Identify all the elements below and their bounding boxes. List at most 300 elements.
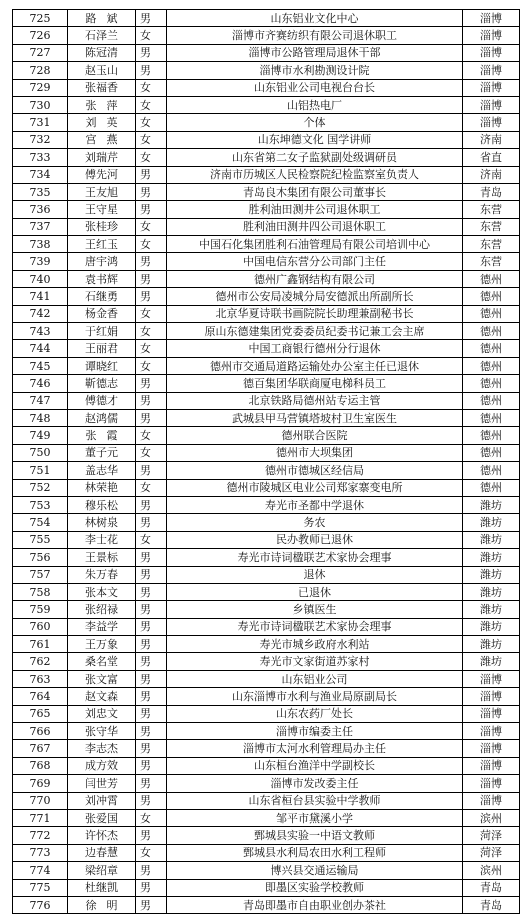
member-name: 刘忠文 <box>68 705 136 722</box>
table-row <box>13 357 520 374</box>
member-gender: 男 <box>136 740 167 757</box>
member-employer: 北京铁路局德州站专运主管 <box>167 392 463 409</box>
member-gender: 男 <box>136 409 167 426</box>
row-number: 768 <box>13 757 68 774</box>
member-name: 张萍 <box>68 96 136 113</box>
member-city: 潍坊 <box>463 653 520 670</box>
row-number: 761 <box>13 636 68 653</box>
row-number: 727 <box>13 44 68 61</box>
member-name: 杨金香 <box>68 305 136 322</box>
table-row <box>13 149 520 166</box>
member-name: 石继勇 <box>68 288 136 305</box>
member-employer: 退休 <box>167 566 463 583</box>
table-row <box>13 427 520 444</box>
member-employer: 个体 <box>167 114 463 131</box>
member-name: 张爱国 <box>68 809 136 826</box>
member-employer: 寿光市诗词楹联艺术家协会理事 <box>167 549 463 566</box>
member-name: 李志杰 <box>68 740 136 757</box>
table-row <box>13 775 520 792</box>
row-number: 762 <box>13 653 68 670</box>
member-employer: 济南市历城区人民检察院纪检监察室负责人 <box>167 166 463 183</box>
row-number: 767 <box>13 740 68 757</box>
row-number: 773 <box>13 844 68 861</box>
member-employer: 已退休 <box>167 583 463 600</box>
member-employer: 德州联合医院 <box>167 427 463 444</box>
row-number: 757 <box>13 566 68 583</box>
table-row <box>13 236 520 253</box>
table-row <box>13 862 520 879</box>
member-name: 张桂珍 <box>68 218 136 235</box>
member-employer: 中国石化集团胜利石油管理局有限公司培训中心 <box>167 236 463 253</box>
table-row <box>13 479 520 496</box>
member-gender: 女 <box>136 427 167 444</box>
member-employer: 德百集团华联商厦电梯科员工 <box>167 375 463 392</box>
member-gender: 女 <box>136 96 167 113</box>
table-row <box>13 879 520 896</box>
member-city: 淄博 <box>463 62 520 79</box>
member-name: 张守华 <box>68 723 136 740</box>
table-row <box>13 131 520 148</box>
member-employer: 邹平市黛溪小学 <box>167 809 463 826</box>
row-number: 737 <box>13 218 68 235</box>
member-gender: 男 <box>136 705 167 722</box>
member-name: 傅德才 <box>68 392 136 409</box>
row-number: 728 <box>13 62 68 79</box>
member-city: 德州 <box>463 305 520 322</box>
member-employer: 中国工商银行德州分行退休 <box>167 340 463 357</box>
member-employer: 胜利油田测井公司退休职工 <box>167 201 463 218</box>
member-gender: 女 <box>136 479 167 496</box>
row-number: 732 <box>13 131 68 148</box>
member-gender: 男 <box>136 201 167 218</box>
row-number: 747 <box>13 392 68 409</box>
table-row <box>13 462 520 479</box>
member-city: 德州 <box>463 479 520 496</box>
member-employer: 武城县甲马营镇塔坡村卫生室医生 <box>167 409 463 426</box>
member-gender: 男 <box>136 896 167 913</box>
table-row <box>13 62 520 79</box>
table-row <box>13 323 520 340</box>
row-number: 730 <box>13 96 68 113</box>
member-name: 张本文 <box>68 583 136 600</box>
table-row <box>13 496 520 513</box>
row-number: 752 <box>13 479 68 496</box>
member-name: 陈冠清 <box>68 44 136 61</box>
member-gender: 女 <box>136 323 167 340</box>
table-row <box>13 723 520 740</box>
member-gender: 男 <box>136 879 167 896</box>
member-city: 淄博 <box>463 114 520 131</box>
table-row <box>13 27 520 44</box>
table-row <box>13 670 520 687</box>
member-city: 菏泽 <box>463 844 520 861</box>
table-row <box>13 409 520 426</box>
row-number: 772 <box>13 827 68 844</box>
member-city: 德州 <box>463 409 520 426</box>
table-row <box>13 444 520 461</box>
table-row <box>13 705 520 722</box>
member-city: 东营 <box>463 218 520 235</box>
member-name: 闫世芳 <box>68 775 136 792</box>
table-row <box>13 636 520 653</box>
table-row <box>13 566 520 583</box>
member-name: 于红娟 <box>68 323 136 340</box>
row-number: 744 <box>13 340 68 357</box>
member-gender: 男 <box>136 392 167 409</box>
row-number: 736 <box>13 201 68 218</box>
member-city: 淄博 <box>463 723 520 740</box>
row-number: 725 <box>13 10 68 27</box>
member-employer: 德州市公安局凌城分局安德派出所副所长 <box>167 288 463 305</box>
member-city: 东营 <box>463 236 520 253</box>
table-row <box>13 844 520 861</box>
row-number: 753 <box>13 496 68 513</box>
member-gender: 男 <box>136 688 167 705</box>
row-number: 758 <box>13 583 68 600</box>
member-employer: 即墨区实验学校教师 <box>167 879 463 896</box>
member-employer: 德州市德城区经信局 <box>167 462 463 479</box>
table-row <box>13 79 520 96</box>
member-employer: 胜利油田测井四公司退休职工 <box>167 218 463 235</box>
member-city: 德州 <box>463 444 520 461</box>
member-gender: 女 <box>136 218 167 235</box>
member-name: 刘英 <box>68 114 136 131</box>
row-number: 726 <box>13 27 68 44</box>
member-gender: 男 <box>136 670 167 687</box>
member-gender: 男 <box>136 270 167 287</box>
member-employer: 青岛良木集团有限公司董事长 <box>167 183 463 200</box>
member-name: 靳德志 <box>68 375 136 392</box>
row-number: 775 <box>13 879 68 896</box>
member-gender: 男 <box>136 253 167 270</box>
member-table <box>12 9 520 914</box>
member-name: 梁绍章 <box>68 862 136 879</box>
member-city: 青岛 <box>463 183 520 200</box>
table-row <box>13 757 520 774</box>
member-city: 潍坊 <box>463 514 520 531</box>
row-number: 740 <box>13 270 68 287</box>
member-gender: 男 <box>136 583 167 600</box>
member-city: 淄博 <box>463 27 520 44</box>
member-city: 潍坊 <box>463 618 520 635</box>
member-gender: 男 <box>136 496 167 513</box>
member-city: 东营 <box>463 253 520 270</box>
member-city: 潍坊 <box>463 636 520 653</box>
member-name: 林树泉 <box>68 514 136 531</box>
row-number: 764 <box>13 688 68 705</box>
member-name: 赵鸿儒 <box>68 409 136 426</box>
member-employer: 寿光市文家街道苏家村 <box>167 653 463 670</box>
member-city: 滨州 <box>463 862 520 879</box>
member-city: 潍坊 <box>463 531 520 548</box>
member-name: 赵文森 <box>68 688 136 705</box>
member-name: 张福香 <box>68 79 136 96</box>
member-name: 徐明 <box>68 896 136 913</box>
member-gender: 男 <box>136 166 167 183</box>
member-city: 淄博 <box>463 757 520 774</box>
member-name: 傅先河 <box>68 166 136 183</box>
row-number: 769 <box>13 775 68 792</box>
member-name: 穆乐松 <box>68 496 136 513</box>
row-number: 733 <box>13 149 68 166</box>
member-city: 潍坊 <box>463 601 520 618</box>
member-gender: 女 <box>136 844 167 861</box>
member-name: 唐宇鸿 <box>68 253 136 270</box>
table-row <box>13 218 520 235</box>
member-gender: 男 <box>136 775 167 792</box>
member-city: 德州 <box>463 427 520 444</box>
member-employer: 山铝热电厂 <box>167 96 463 113</box>
table-row <box>13 375 520 392</box>
member-city: 淄博 <box>463 79 520 96</box>
member-city: 济南 <box>463 166 520 183</box>
row-number: 735 <box>13 183 68 200</box>
member-employer: 德州广鑫钢结构有限公司 <box>167 270 463 287</box>
member-employer: 民办教师已退休 <box>167 531 463 548</box>
member-gender: 男 <box>136 375 167 392</box>
member-employer: 山东省第二女子监狱副处级调研员 <box>167 149 463 166</box>
table-row <box>13 270 520 287</box>
member-gender: 女 <box>136 79 167 96</box>
table-row <box>13 10 520 27</box>
member-city: 淄博 <box>463 705 520 722</box>
member-employer: 淄博市公路管理局退休干部 <box>167 44 463 61</box>
member-name: 杜继凯 <box>68 879 136 896</box>
member-employer: 德州市陵城区电业公司郑家寨变电所 <box>167 479 463 496</box>
table-row <box>13 583 520 600</box>
row-number: 743 <box>13 323 68 340</box>
member-employer: 德州市交通局道路运输处办公室主任已退休 <box>167 357 463 374</box>
member-gender: 男 <box>136 183 167 200</box>
row-number: 749 <box>13 427 68 444</box>
member-employer: 乡镇医生 <box>167 601 463 618</box>
member-employer: 寿光市诗词楹联艺术家协会理事 <box>167 618 463 635</box>
member-employer: 淄博市太河水利管理局办主任 <box>167 740 463 757</box>
table-row <box>13 201 520 218</box>
table-row <box>13 531 520 548</box>
member-name: 王景标 <box>68 549 136 566</box>
row-number: 731 <box>13 114 68 131</box>
row-number: 759 <box>13 601 68 618</box>
row-number: 754 <box>13 514 68 531</box>
member-city: 潍坊 <box>463 566 520 583</box>
row-number: 739 <box>13 253 68 270</box>
member-name: 刘瑞芹 <box>68 149 136 166</box>
member-employer: 山东铝业公司 <box>167 670 463 687</box>
member-gender: 男 <box>136 862 167 879</box>
member-employer: 淄博市水利勘测设计院 <box>167 62 463 79</box>
table-row <box>13 288 520 305</box>
member-gender: 男 <box>136 601 167 618</box>
member-city: 淄博 <box>463 670 520 687</box>
member-city: 潍坊 <box>463 549 520 566</box>
member-employer: 淄博市齐赛纺织有限公司退休职工 <box>167 27 463 44</box>
member-city: 潍坊 <box>463 583 520 600</box>
member-employer: 北京华夏诗联书画院院长助理兼副秘书长 <box>167 305 463 322</box>
member-gender: 男 <box>136 636 167 653</box>
member-gender: 男 <box>136 462 167 479</box>
row-number: 763 <box>13 670 68 687</box>
member-city: 淄博 <box>463 44 520 61</box>
member-gender: 男 <box>136 827 167 844</box>
member-gender: 女 <box>136 531 167 548</box>
member-gender: 女 <box>136 236 167 253</box>
member-name: 桑名堂 <box>68 653 136 670</box>
table-row <box>13 253 520 270</box>
member-table-body <box>13 10 520 914</box>
member-employer: 山东省桓台县实验中学教师 <box>167 792 463 809</box>
table-row <box>13 601 520 618</box>
member-name: 朱万春 <box>68 566 136 583</box>
member-employer: 山东淄博市水利与渔业局原副局长 <box>167 688 463 705</box>
member-employer: 博兴县交通运输局 <box>167 862 463 879</box>
member-city: 济南 <box>463 131 520 148</box>
member-gender: 女 <box>136 114 167 131</box>
table-row <box>13 340 520 357</box>
member-name: 王红玉 <box>68 236 136 253</box>
table-row <box>13 688 520 705</box>
table-row <box>13 183 520 200</box>
member-name: 路斌 <box>68 10 136 27</box>
member-employer: 山东桓台渔洋中学副校长 <box>167 757 463 774</box>
member-gender: 女 <box>136 809 167 826</box>
member-name: 宫燕 <box>68 131 136 148</box>
member-name: 王守星 <box>68 201 136 218</box>
member-name: 王友旭 <box>68 183 136 200</box>
member-gender: 男 <box>136 549 167 566</box>
member-name: 董子元 <box>68 444 136 461</box>
member-employer: 山东铝业公司电视台台长 <box>167 79 463 96</box>
row-number: 766 <box>13 723 68 740</box>
row-number: 750 <box>13 444 68 461</box>
member-city: 淄博 <box>463 740 520 757</box>
member-employer: 原山东德建集团党委委员纪委书记兼工会主席 <box>167 323 463 340</box>
table-row <box>13 896 520 913</box>
member-name: 张文富 <box>68 670 136 687</box>
member-city: 淄博 <box>463 96 520 113</box>
row-number: 760 <box>13 618 68 635</box>
member-name: 李士花 <box>68 531 136 548</box>
member-gender: 女 <box>136 27 167 44</box>
member-city: 滨州 <box>463 809 520 826</box>
member-city: 德州 <box>463 357 520 374</box>
table-row <box>13 740 520 757</box>
member-name: 许怀杰 <box>68 827 136 844</box>
row-number: 765 <box>13 705 68 722</box>
member-employer: 淄博市编委主任 <box>167 723 463 740</box>
row-number: 742 <box>13 305 68 322</box>
member-gender: 男 <box>136 44 167 61</box>
member-city: 德州 <box>463 340 520 357</box>
row-number: 729 <box>13 79 68 96</box>
member-employer: 鄄城县水利局农田水利工程师 <box>167 844 463 861</box>
member-employer: 鄄城县实验一中语文教师 <box>167 827 463 844</box>
member-name: 王万象 <box>68 636 136 653</box>
member-city: 淄博 <box>463 10 520 27</box>
member-name: 王丽君 <box>68 340 136 357</box>
member-city: 青岛 <box>463 896 520 913</box>
member-name: 盖志华 <box>68 462 136 479</box>
table-row <box>13 809 520 826</box>
member-gender: 男 <box>136 757 167 774</box>
table-row <box>13 653 520 670</box>
member-gender: 女 <box>136 131 167 148</box>
member-city: 潍坊 <box>463 496 520 513</box>
row-number: 746 <box>13 375 68 392</box>
row-number: 755 <box>13 531 68 548</box>
member-gender: 男 <box>136 288 167 305</box>
row-number: 771 <box>13 809 68 826</box>
member-name: 成方效 <box>68 757 136 774</box>
member-gender: 男 <box>136 618 167 635</box>
row-number: 774 <box>13 862 68 879</box>
table-row <box>13 114 520 131</box>
row-number: 748 <box>13 409 68 426</box>
table-row <box>13 514 520 531</box>
member-employer: 山东铝业文化中心 <box>167 10 463 27</box>
member-name: 谭晓红 <box>68 357 136 374</box>
member-gender: 女 <box>136 149 167 166</box>
table-row <box>13 792 520 809</box>
member-name: 石泽兰 <box>68 27 136 44</box>
member-city: 德州 <box>463 462 520 479</box>
table-row <box>13 392 520 409</box>
member-city: 省直 <box>463 149 520 166</box>
member-employer: 山东坤德文化 国学讲师 <box>167 131 463 148</box>
member-city: 德州 <box>463 288 520 305</box>
member-gender: 女 <box>136 357 167 374</box>
member-employer: 中国电信东营分公司部门主任 <box>167 253 463 270</box>
table-row <box>13 305 520 322</box>
table-row <box>13 618 520 635</box>
member-city: 德州 <box>463 270 520 287</box>
row-number: 734 <box>13 166 68 183</box>
member-gender: 男 <box>136 566 167 583</box>
row-number: 776 <box>13 896 68 913</box>
member-employer: 寿光市城乡政府水利站 <box>167 636 463 653</box>
member-city: 东营 <box>463 201 520 218</box>
member-city: 德州 <box>463 323 520 340</box>
member-name: 林荣艳 <box>68 479 136 496</box>
member-city: 德州 <box>463 392 520 409</box>
member-gender: 男 <box>136 514 167 531</box>
row-number: 738 <box>13 236 68 253</box>
member-gender: 男 <box>136 653 167 670</box>
row-number: 751 <box>13 462 68 479</box>
member-city: 淄博 <box>463 688 520 705</box>
member-employer: 淄博市发改委主任 <box>167 775 463 792</box>
member-name: 袁书辉 <box>68 270 136 287</box>
row-number: 756 <box>13 549 68 566</box>
member-name: 张绍禄 <box>68 601 136 618</box>
table-row <box>13 96 520 113</box>
member-gender: 女 <box>136 340 167 357</box>
member-name: 赵玉山 <box>68 62 136 79</box>
member-city: 德州 <box>463 375 520 392</box>
row-number: 741 <box>13 288 68 305</box>
member-city: 菏泽 <box>463 827 520 844</box>
member-gender: 男 <box>136 62 167 79</box>
member-employer: 德州市大坝集团 <box>167 444 463 461</box>
member-city: 淄博 <box>463 792 520 809</box>
member-name: 边春慧 <box>68 844 136 861</box>
member-name: 李益学 <box>68 618 136 635</box>
member-gender: 男 <box>136 792 167 809</box>
member-gender: 男 <box>136 723 167 740</box>
member-city: 淄博 <box>463 775 520 792</box>
member-employer: 山东农药厂处长 <box>167 705 463 722</box>
row-number: 770 <box>13 792 68 809</box>
